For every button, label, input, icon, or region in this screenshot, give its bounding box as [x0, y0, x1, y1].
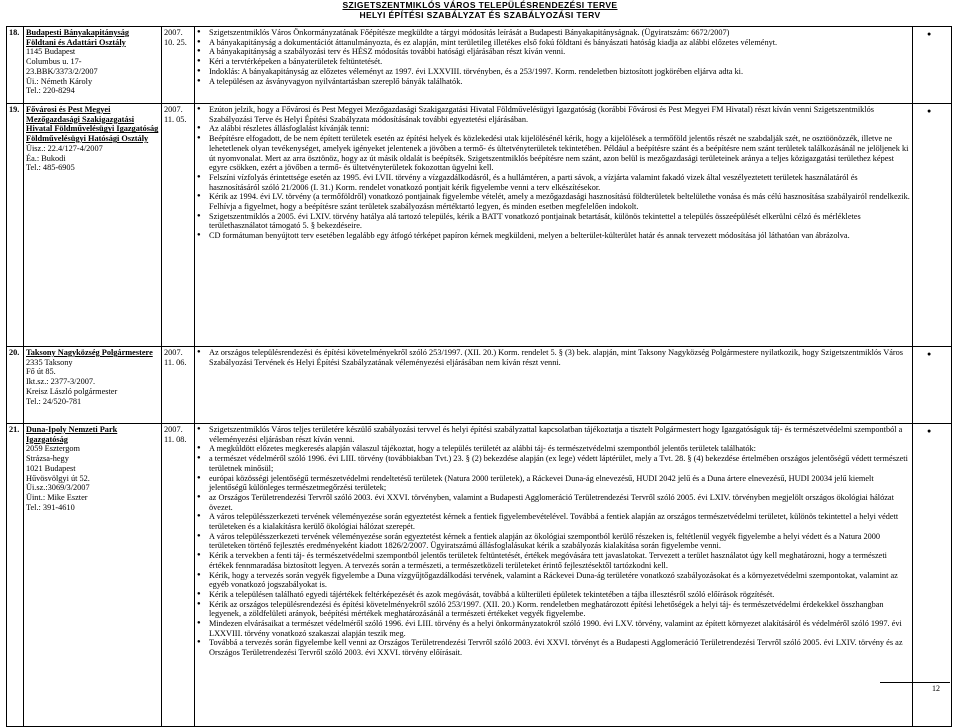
list-item: ● Mindezen elvárásaikat a természet védelméről szóló 1996. évi LIII. törvény és a helyi önkormányzatokról szóló 1990. évi LXV. törvény, valamint az épített környezet alakításáról és védelméről szóló 1997. évi LXXVIII. törvény vonatkozó szakaszai alapján teszik meg. [197, 619, 910, 638]
organization-detail: 2059 Esztergom [26, 444, 80, 454]
list-item: ● A város településszerkezeti tervének véleményezése során egyeztetést kérnek a fentiek figyelembevételével. Továbbá a fentiek alapján az országos természetvédelmi területet, különös tekintettel a helyi védett területeken és a kialakításra kerülő ökológiai hálózat szerepét. [197, 512, 910, 531]
organization-detail: Hűvösvölgyi út 52. [26, 473, 90, 483]
row-number: 19. [7, 104, 24, 347]
date-cell: 2007. 11. 06. [162, 347, 195, 424]
organization-title: Taksony Nagyközség Polgármestere [26, 348, 153, 357]
list-item: ● Továbbá a tervezés során figyelembe kell venni az Országos Területrendezési Tervről szóló 2003. évi XXVI. törvényt és a Budapesti Agglomeráció Területrendezési Tervről szóló 2005. évi LXIV. törvény és az Országos Területrendezési Tervről szóló 2003. évi XXVI. törvény előírásait. [197, 638, 910, 657]
list-item: ● Kéri a tervtérképeken a bányaterületek feltüntetését. [197, 57, 910, 67]
list-item: ● A város településszerkezeti tervének véleményezése során egyeztetést kérnek a fentiek alapján az ökológiai szempontból kerülő részeken is, feltétlenül vegyék figyelembe a helyi védett és a Natura 2000 területeken történő fejlesztés eredményeként kiadott 1826/2/2007. Ügyiratszámú állásfoglalásukat kérik a szabályozás kialakítása során figyelembe venni. [197, 532, 910, 551]
organization-cell [24, 347, 162, 424]
organization-detail: 2335 Taksony [26, 357, 73, 367]
bullet-icon: ● [927, 350, 932, 358]
opinion-cell [195, 27, 913, 104]
list-item: ● Kérik, hogy a tervezés során vegyék figyelembe a Duna vízgyűjtőgazdálkodási tervének, valamint a Ráckevei Duna-ág területére vonatkozó szabályozásokat és a környezetvédelmi szempontokat, valamint az egyéb vonatkozó jogszabályokat is. [197, 571, 910, 590]
organization-title: Budapesti Bányakapitányság Földtani és Adattári Osztály [26, 28, 130, 47]
organization-title: Fővárosi és Pest Megyei Mezőgazdasági Szakigazgatási Hivatal Földművelésügyi Igazgatóság Földművelésügyi Hatósági Osztály [26, 105, 159, 144]
organization-detail: Ikt.sz.: 2377-3/2007. [26, 377, 96, 387]
opinion-list [197, 28, 910, 86]
list-item: ● a természet védelméről szóló 1996. évi LIII. törvény (továbbiakban Tvt.) 23. § (2) bekezdése alapján (ex lege) védett láptérület, mely a Tvt. 28. § (4) bekezdése értelmében országos jelentőségű védett természeti területnek minősül; [197, 454, 910, 473]
opinion-list [197, 425, 910, 658]
header-line-2: HELYI ÉPÍTÉSI SZABÁLYZAT ÉS SZABÁLYOZÁSI TERV [359, 10, 601, 20]
date-cell: 2007. 11. 08. [162, 424, 195, 727]
list-item: ● Kérik a településen található egyedi tájértékek feltérképezését és azok megóvását, továbbá a külterületi épületek tekintetében a tájba illesztésről szóló előírások rögzítését. [197, 590, 910, 600]
list-item: ● Szigetszentmiklós a 2005. évi LXIV. törvény hatálya alá tartozó település, kérik a BATT vonatkozó pontjainak betartását, különös tekintettel a település összeépülését elkerülni célzó és mérlékletes területhasználatot támogató 5. § bekezdéseire. [197, 212, 910, 231]
organization-detail: Üisz.: 22.4/127-4/2007 [26, 143, 103, 153]
list-item: ● Kérik a tervekben a fenti táj- és természetvédelmi szempontból jelentős területek feltüntetését, értékek megóvására tett javaslatokat. Tervezett a terület használatot úgy kell meghatározni, hogy a természeti értékek fennmaradása biztosított legyen. A tervezés során a természeti, a természetközeli területeket érintő fejlesztésektől tartózkodni kell. [197, 551, 910, 570]
organization-cell [24, 424, 162, 727]
list-item: ● európai közösségi jelentőségű természetvédelmi rendeltetésű területek (Natura 2000 területek), a Ráckevei Duna-ág elnevezésű, HUDI 2042 jelű és a Duna ártere elnevezésű, HUDI 20034 jelű kiemelt jelentőségű különleges természetmegőrzési területek; [197, 474, 910, 493]
row-number: 20. [7, 347, 24, 424]
list-item: ● Az alábbi részletes állásfoglalást kívánják tenni: [197, 124, 910, 134]
organization-detail: Éa.: Bukodi [26, 153, 66, 163]
organization-detail: Tel.: 391-4610 [26, 502, 75, 512]
organization-detail: Üint.: Mike Eszter [26, 492, 88, 502]
status-cell [913, 27, 952, 104]
page-header [0, 0, 960, 22]
opinion-cell [195, 347, 913, 424]
organization-detail: Strázsa-hegy [26, 454, 69, 464]
opinion-list [197, 348, 910, 367]
footer-rule [880, 682, 950, 683]
list-item: ● A településen az ásványvagyon nyilvántartásban szereplő bányák találhatók. [197, 77, 910, 87]
list-item: ● Kérik az országos településrendezési és építési követelményekről szóló 253/1997. (XII. 20.) Korm. rendeletben meghatározott építési lehetőségek a helyi táj- és természetvédelmi érdekekkel összhangban legyenek, a zöldfelületi arányok, beépítési mértékek meghatározásánál a természeti értékeket vegyék figyelembe. [197, 600, 910, 619]
organization-detail: Üi.: Németh Károly [26, 76, 93, 86]
opinion-cell [195, 104, 913, 347]
list-item: ● CD formátuman benyújtott terv esetében legalább egy átfogó térképet papíron kérnek megküldeni, melyen a belterület-külterület határ és annak tervezett módosítása jól láthatóan van ábrázolva. [197, 231, 910, 241]
opinion-cell [195, 424, 913, 727]
list-item: ● A megküldött előzetes megkeresés alapján válaszul tájékoztat, hogy a település területét az alábbi táj- és természetvédelmi szempontból jelentős területek találhatók: [197, 444, 910, 454]
organization-detail: Fő út 85. [26, 367, 56, 377]
list-item: ● Felszíni vízfolyás érintettsége esetén az 1995. évi LVII. törvény a vízgazdálkodásról, és a hullámtéren, a parti sávok, a vízjárta valamint fakadó vizek által veszélyeztetett területek használatáról és hasznosításáról szóló 21/2006 (I. 31.) Korm. rendelet vonatkozó pontjait kérik figyelembe venni a terv elkészítésekor. [197, 173, 910, 192]
list-item: ● A bányakapitányság a dokumentációt áttanulmányozta, és ez alapján, mint területileg illetékes első fokú földtani és bányászati hatóság kiadja az alábbi előzetes véleményt. [197, 38, 910, 48]
status-cell [913, 347, 952, 424]
list-item: ● Szigetszentmiklós Város Önkormányzatának Főépítésze megküldte a tárgyi módosítás leírását a Budapesti Bányakapitányságnak. (Ügyiratszám: 6672/2007) [197, 28, 910, 38]
organization-detail: 23.BBK/3373/2/2007 [26, 66, 98, 76]
row-number: 18. [7, 27, 24, 104]
organization-detail: 1145 Budapest [26, 47, 76, 57]
opinion-list [197, 105, 910, 241]
organization-detail: Tel.: 24/520-781 [26, 396, 82, 406]
organization-detail: Columbus u. 17- [26, 57, 82, 67]
organization-title: Duna-Ipoly Nemzeti Park Igazgatóság [26, 425, 118, 444]
list-item: ● Beépítésre elfogadott, de be nem épített területek esetén az építési helyek és közlekedési utak kijelölésénél kérik, hogy a kijelölések a termőföld jelentős részét ne szabdalják szét, ne osztöönözzék, illetve ne lehetetlenek olyan tevékenységet, amelyek igényeket jelentenek a jövőben a termő- és ültetvényterületek tekintetében. Például a beépítésre szánt és a beépítésre nem szánt területek találkozásánál ne jelöljenek ki út nyomvonalat. Mert az arra ösztönöz, hogy az út másik oldalát is beépítsék. Szigetszentmiklós beépítésre nem szánt, azon belül is mezőgazdasági területeinek aránya a teljes közigazgatási területhez képest egyre csökken, ezért a jövőben a termő- és ültetvényterületek fokozottan ügyelni kell. [197, 134, 910, 173]
header-line-1: SZIGETSZENTMIKLÓS VÁROS TELEPÜLÉSRENDEZÉSI TERVE [342, 0, 618, 10]
organization-detail: Tel.: 220-8294 [26, 86, 75, 96]
list-item: ● az Országos Területrendezési Tervről szóló 2003. évi XXVI. törvényben, valamint a Budapesti Agglomeráció Területrendezési Tervről szóló 2005. évi LXIV. törvényben megjelölt országos ökológiai hálózat övezet. [197, 493, 910, 512]
row-number: 21. [7, 424, 24, 727]
list-item: ● A bányakapitányság a szabályozási terv és HÉSZ módosítás további hatósági eljárásában részt kíván venni. [197, 47, 910, 57]
table-row [7, 27, 952, 104]
list-item: ● Ezúton jelzik, hogy a Fővárosi és Pest Megyei Mezőgazdasági Szakigazgatási Hivatal Földművelésügyi Igazgatóság (korábbi Fővárosi és Pest Megyei FM Hivatal) részt kíván venni Szigetszentmiklós Szabályozási Terve és Helyi Építési Szabályzata módosításának további egyeztetési eljárásában. [197, 105, 910, 124]
list-item: ● Szigetszentmiklós Város teljes területére készülő szabályozási tervvel és helyi építési szabályzattal kapcsolatban tájékoztatja a tisztelt Polgármestert hogy Igazgatóságuk táj- és természetvédelmi szempontból a véleményezési eljárásban részt kíván venni. [197, 425, 910, 444]
opinion-table [6, 26, 952, 727]
organization-detail: Üi.sz.:3069/3/2007 [26, 483, 90, 493]
page-number: 12 [932, 684, 940, 693]
bullet-icon: ● [927, 30, 932, 38]
list-item: ● Az országos településrendezési és építési követelményekről szóló 253/1997. (XII. 20.) Korm. rendelet 5. § (3) bek. alapján, mint Taksony Nagyközség Polgármestere nyilatkozik, hogy Szigetszentmiklós Város Szabályozási Tervének és Helyi Építési Szabályzatának véleményezési eljárásában nem kíván részt venni. [197, 348, 910, 367]
bullet-icon: ● [927, 107, 932, 115]
list-item: ● Kérik az 1994. évi LV. törvény (a termőföldről) vonatkozó pontjainak figyelembe vételét, amely a mezőgazdasági hasznosítású földterületek beltelülethe vonása és más célú hasznosítása szabályairól rendelkezik. Felhívja a figyelmet, hogy a beépítésre szánt területek szabályozásn mértéktartó legyen, és minden esetben megfelelően indokolt. [197, 192, 910, 211]
organization-cell [24, 104, 162, 347]
date-cell: 2007. 10. 25. [162, 27, 195, 104]
table-row [7, 424, 952, 727]
table-row [7, 347, 952, 424]
organization-detail: 1021 Budapest [26, 463, 76, 473]
organization-detail: Kreisz László polgármester [26, 386, 118, 396]
table-row [7, 104, 952, 347]
list-item: ● Indoklás: A bányakapitányság az előzetes véleményt az 1997. évi LXXVIII. törvényben, és a 253/1997. Korm. rendeletben biztosított jogkörében eljárva adta ki. [197, 67, 910, 77]
organization-detail: Tel.: 485-6905 [26, 163, 75, 173]
organization-cell [24, 27, 162, 104]
status-cell [913, 104, 952, 347]
date-cell: 2007. 11. 05. [162, 104, 195, 347]
bullet-icon: ● [927, 427, 932, 435]
